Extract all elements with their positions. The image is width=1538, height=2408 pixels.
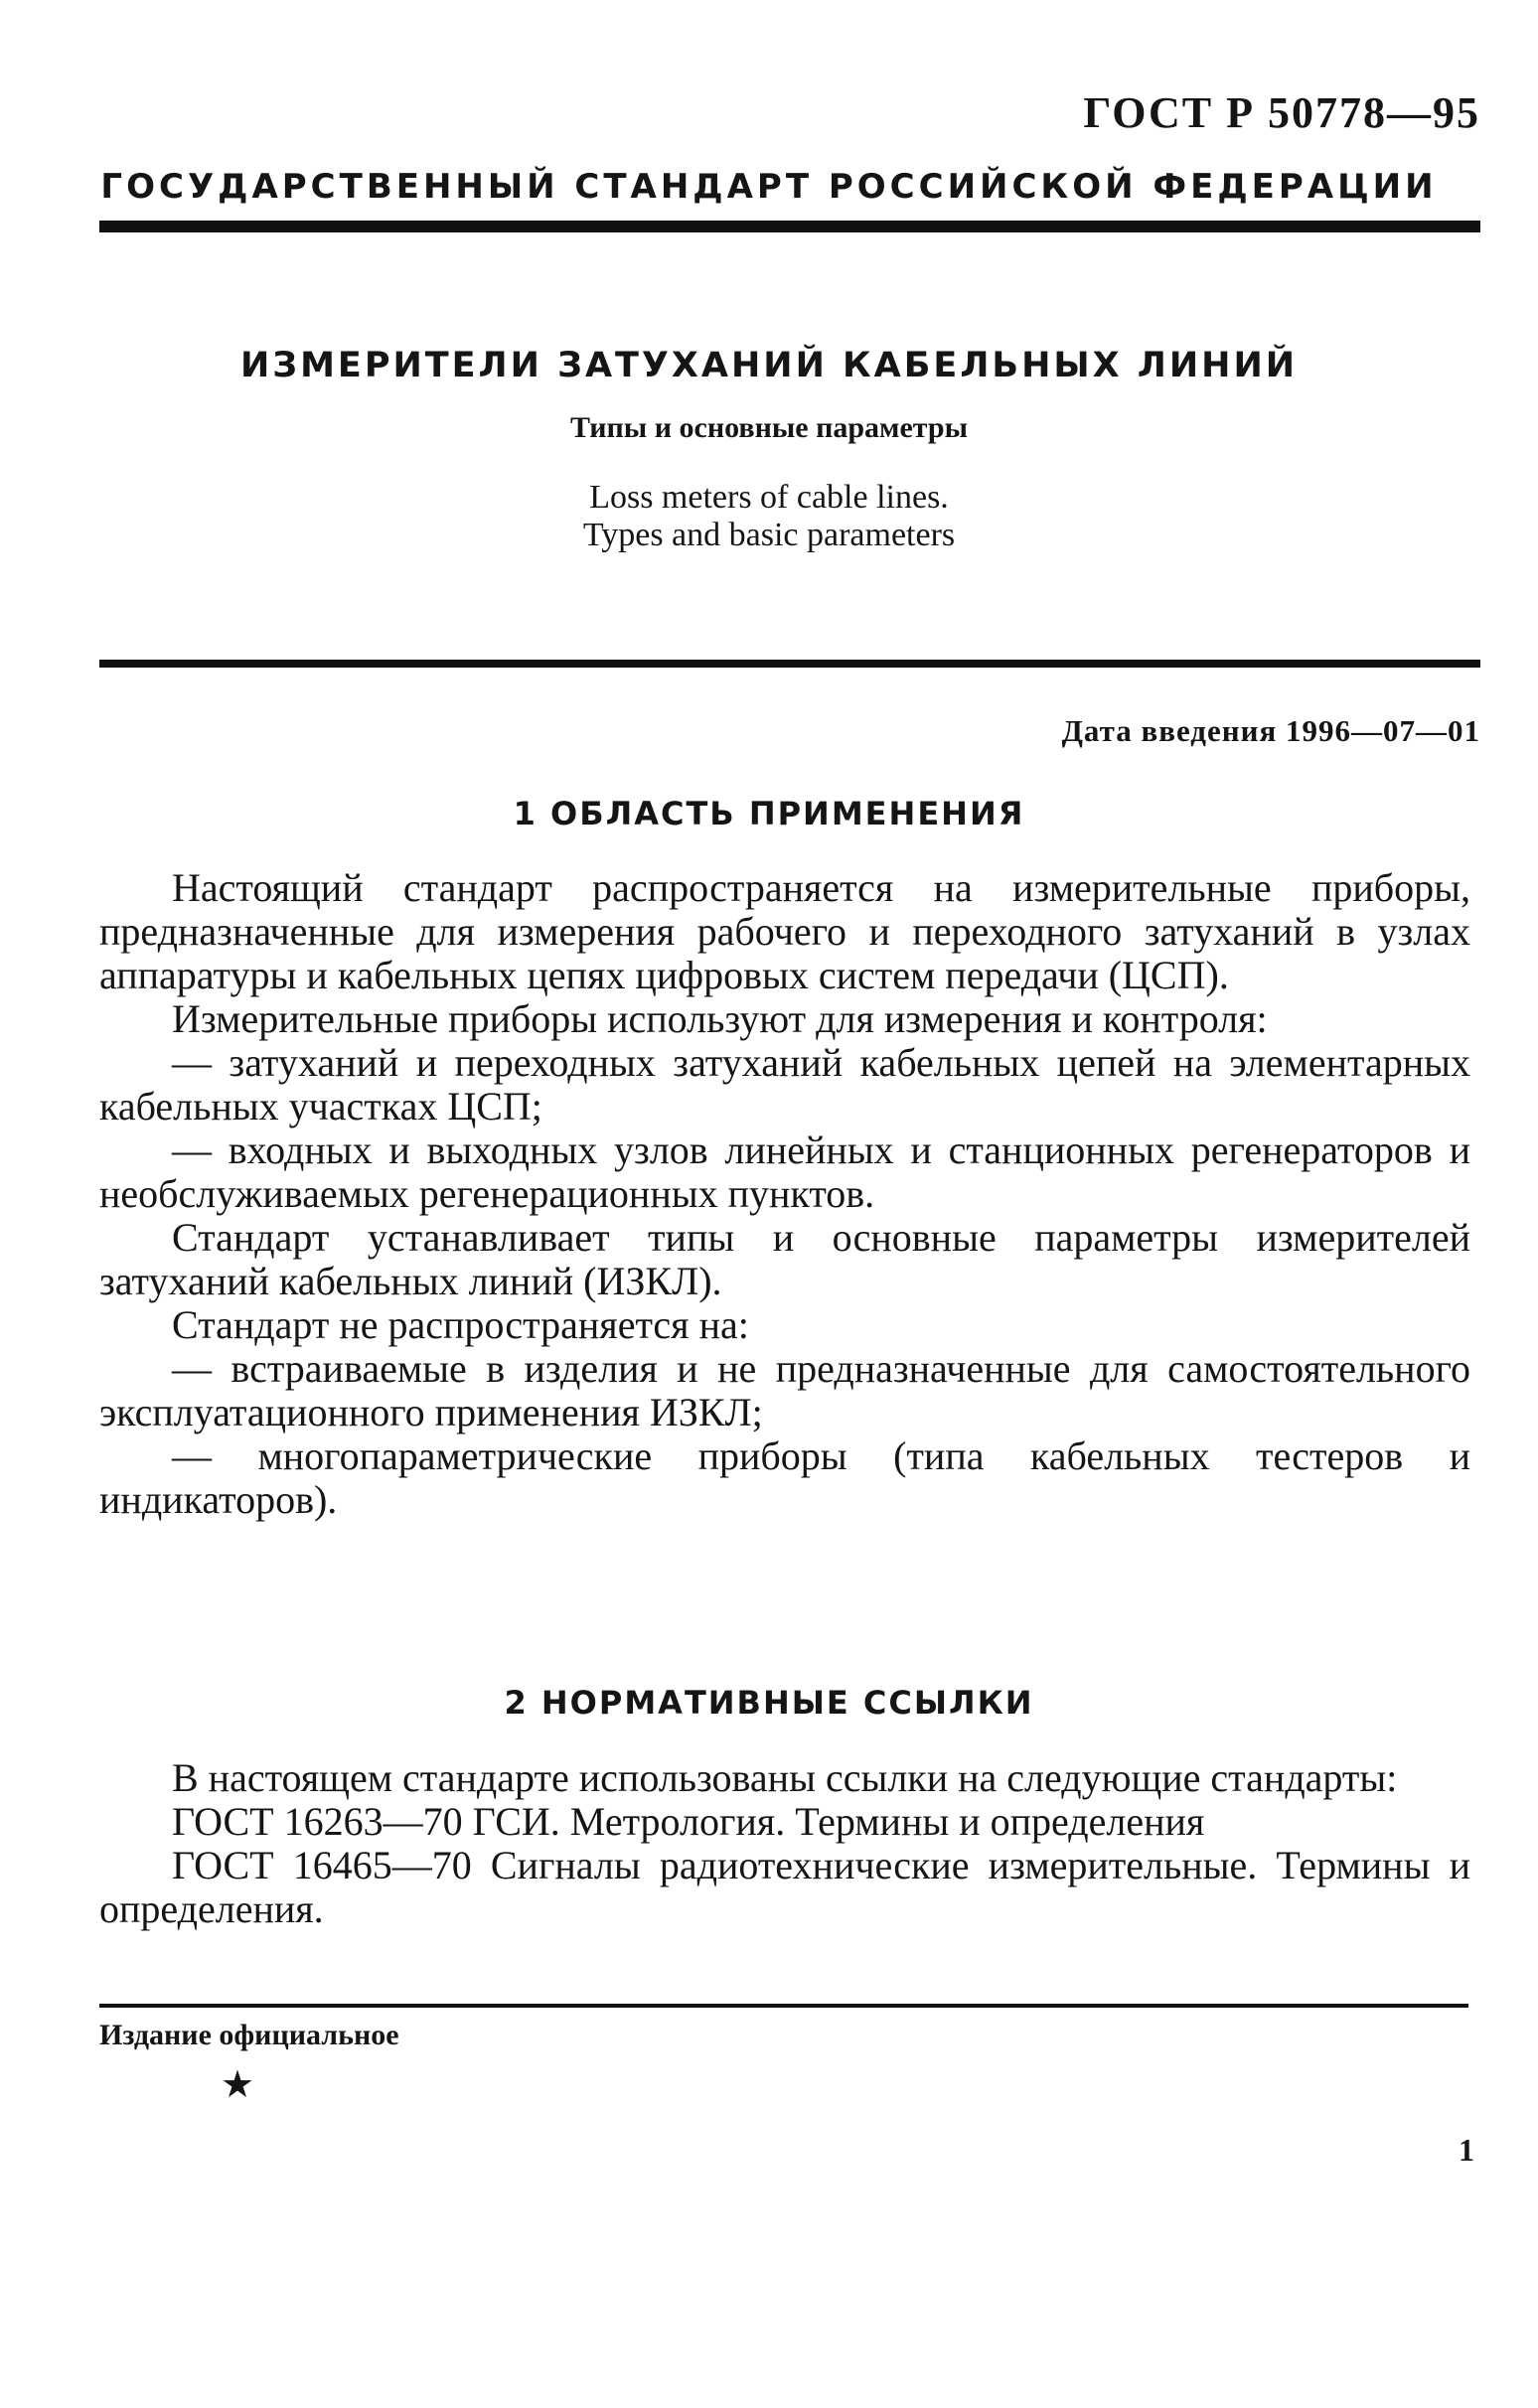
section-1-body: [99, 866, 1470, 1522]
paragraph: — встраиваемые в изделия и не предназначенные для самостоятельного эксплуатационного применения ИЗКЛ;: [99, 1346, 1470, 1434]
english-title-line-1: Loss meters of cable lines.: [589, 479, 949, 516]
gost-code: ГОСТ Р 50778—95: [1083, 88, 1480, 137]
paragraph: Настоящий стандарт распространяется на измерительные приборы, предназначенные для измерения рабочего и переходного затуханий в узлах аппаратуры и кабельных цепях цифровых систем передачи (ЦСП).: [99, 865, 1470, 997]
paragraph: — входных и выходных узлов линейных и станционных регенераторов и необслуживаемых регенерационных пунктов.: [99, 1128, 1470, 1216]
star-icon: ★: [221, 2062, 255, 2106]
official-edition-label: Издание официальное: [99, 2019, 399, 2051]
title-rule: [99, 660, 1480, 668]
document-title: ИЗМЕРИТЕЛИ ЗАТУХАНИЙ КАБЕЛЬНЫХ ЛИНИЙ: [239, 346, 1299, 385]
reference-item: ГОСТ 16465—70 Сигналы радиотехнические измерительные. Термины и определения.: [99, 1843, 1470, 1931]
paragraph: Измерительные приборы используют для измерения и контроля:: [172, 996, 1268, 1041]
section-1-heading: 1 ОБЛАСТЬ ПРИМЕНЕНИЯ: [513, 795, 1025, 832]
paragraph: Стандарт устанавливает типы и основные параметры измерителей затуханий кабельных линий (ИЗКЛ).: [99, 1215, 1470, 1303]
reference-item: ГОСТ 16263—70 ГСИ. Метрология. Термины и определения: [172, 1799, 1205, 1844]
section-2-heading: 2 НОРМАТИВНЫЕ ССЫЛКИ: [504, 1684, 1034, 1722]
paragraph: — затуханий и переходных затуханий кабельных цепей на элементарных кабельных участках ЦСП;: [99, 1040, 1470, 1129]
footer-rule: [99, 2004, 1468, 2008]
header-rule: [99, 221, 1480, 232]
section-2-body: [99, 1756, 1470, 1931]
page-number: 1: [1459, 2132, 1474, 2168]
paragraph: В настоящем стандарте использованы ссылки на следующие стандарты:: [172, 1755, 1398, 1800]
document-subtitle: Типы и основные параметры: [569, 411, 969, 444]
paragraph: — многопараметрические приборы (типа кабельных тестеров и индикаторов).: [99, 1433, 1470, 1522]
introduction-date: Дата введения 1996—07—01: [1061, 713, 1480, 748]
english-title: [0, 479, 1538, 554]
english-title-line-2: Types and basic parameters: [582, 517, 956, 553]
state-standard-heading: ГОСУДАРСТВЕННЫЙ СТАНДАРТ РОССИЙСКОЙ ФЕДЕРАЦИИ: [100, 167, 1438, 207]
paragraph: Стандарт не распространяется на:: [172, 1302, 749, 1347]
